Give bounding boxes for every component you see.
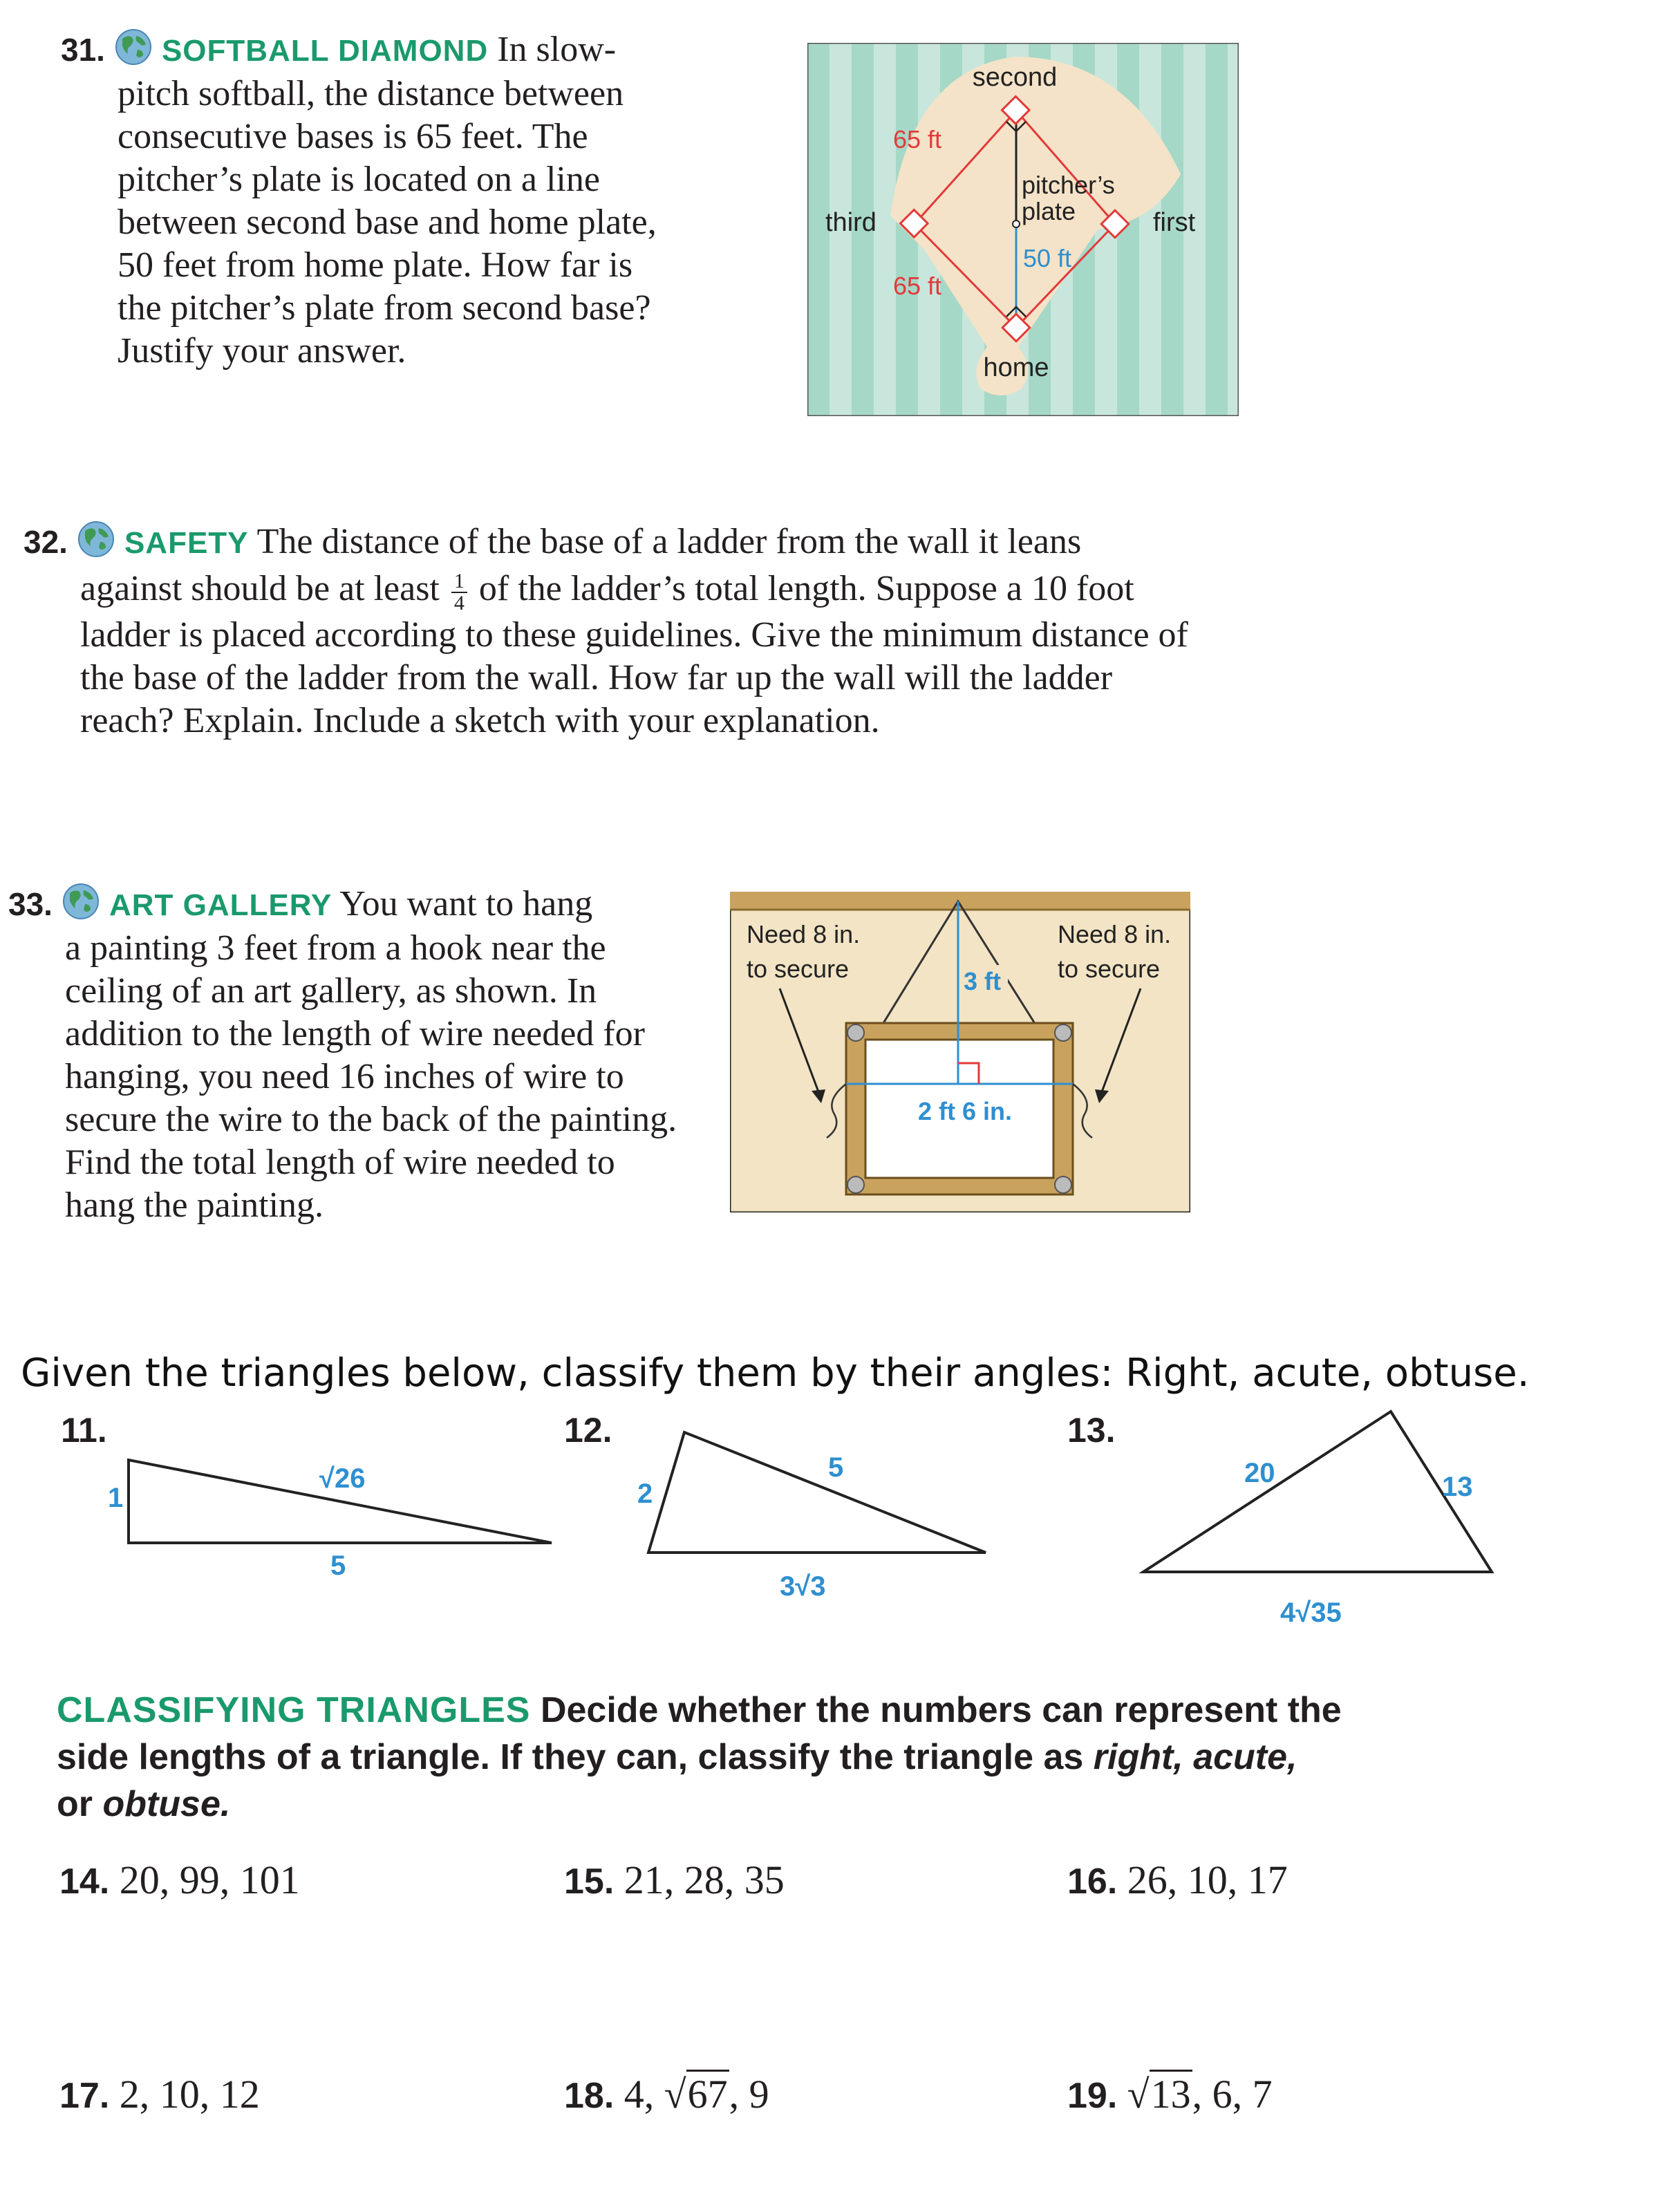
problem-text-line: Find the total length of wire needed to xyxy=(65,1143,615,1182)
label-50ft: 50 ft xyxy=(1023,244,1072,272)
problem-text-line: addition to the length of wire needed for xyxy=(65,1014,645,1053)
triangle-side-label: 2 xyxy=(637,1479,653,1509)
problem-text-line: ceiling of an art gallery, as shown. In xyxy=(65,971,597,1011)
problem-text-line: You want to hang xyxy=(339,884,593,924)
problem-title: SAFETY xyxy=(124,526,249,560)
problem-text-line: Justify your answer. xyxy=(118,331,406,371)
problem-text-line: 50 feet from home plate. How far is xyxy=(118,245,633,285)
square-root: 13 xyxy=(1150,2070,1192,2117)
label-right-need: Need 8 in. xyxy=(1058,920,1172,948)
exercise-15: 15. 21, 28, 35 xyxy=(564,1857,785,1902)
triangle-side-label: 3√3 xyxy=(780,1571,826,1602)
label-65ft-top: 65 ft xyxy=(893,125,942,153)
problem-text-line: a painting 3 feet from a hook near the xyxy=(65,928,606,968)
problem-text-line: In slow- xyxy=(497,30,617,69)
exercise-14: 14. 20, 99, 101 xyxy=(59,1857,300,1902)
triangle-12 xyxy=(608,1410,1023,1618)
exercise-19: 19. √13, 6, 7 xyxy=(1067,2071,1273,2117)
globe-icon xyxy=(77,520,115,559)
section-text: Decide whether the numbers can represent the xyxy=(540,1690,1342,1730)
label-3ft: 3 ft xyxy=(964,967,1001,995)
section-title: CLASSIFYING TRIANGLES xyxy=(57,1690,531,1730)
triangle-side-label: 1 xyxy=(108,1483,124,1513)
classify-angles-instruction: Given the triangles below, classify them by their angles: Right, acute, obtuse. xyxy=(21,1351,1530,1396)
triangle-12-shape xyxy=(648,1432,986,1553)
exercise-17: 17. 2, 10, 12 xyxy=(59,2072,260,2117)
problem-text-line: ladder is placed according to these guidelines. Give the minimum distance of xyxy=(80,615,1188,655)
triangle-number: 11. xyxy=(61,1411,107,1450)
section-text-emphasis: right, acute, xyxy=(1093,1737,1297,1777)
problem-text-line: the pitcher’s plate from second base? xyxy=(118,288,651,328)
problem-number: 33. xyxy=(8,886,53,922)
problem-33 xyxy=(8,882,700,1227)
triangle-side-label: 13 xyxy=(1442,1472,1473,1502)
label-2ft6in: 2 ft 6 in. xyxy=(918,1097,1013,1125)
problem-number: 31. xyxy=(61,32,105,68)
label-pitchers: pitcher’s xyxy=(1022,171,1115,199)
section-text: side lengths of a triangle. If they can, classify the triangle as xyxy=(57,1737,1084,1777)
label-right-secure: to secure xyxy=(1058,955,1161,983)
problem-text-line: hang the painting. xyxy=(65,1185,324,1225)
problem-32 xyxy=(24,520,1268,742)
exercise-16: 16. 26, 10, 17 xyxy=(1067,1857,1288,1902)
label-65ft-bottom: 65 ft xyxy=(893,272,942,300)
problem-title: ART GALLERY xyxy=(109,888,332,922)
globe-icon xyxy=(114,28,153,66)
label-home: home xyxy=(983,353,1049,382)
problem-text: of the ladder’s total length. Suppose a 10 foot xyxy=(478,569,1134,608)
pitchers-plate-marker xyxy=(1013,221,1020,227)
problem-text-line: between second base and home plate, xyxy=(118,203,657,242)
fraction-one-fourth: $\frac{1}{4}$ xyxy=(451,571,467,614)
square-root: 67 xyxy=(686,2070,729,2117)
triangle-13-shape xyxy=(1143,1412,1492,1572)
section-text-emphasis: obtuse. xyxy=(102,1784,231,1824)
globe-icon xyxy=(62,882,100,921)
triangle-number: 12. xyxy=(564,1411,612,1450)
triangle-side-label: √26 xyxy=(319,1463,366,1494)
exercise-18: 18. 4, √67, 9 xyxy=(564,2071,769,2117)
problem-number: 32. xyxy=(24,524,68,560)
problem-title: SOFTBALL DIAMOND xyxy=(161,34,489,68)
problem-text-line: consecutive bases is 65 feet. The xyxy=(118,117,588,156)
triangle-side-label: 5 xyxy=(828,1452,844,1483)
problem-text-line: the base of the ladder from the wall. How far up the wall will the ladder xyxy=(80,658,1113,697)
problem-text-line: hanging, you need 16 inches of wire to xyxy=(65,1057,624,1096)
label-plate: plate xyxy=(1022,197,1076,225)
triangle-side-label: 4√35 xyxy=(1280,1597,1342,1628)
softball-diamond-diagram xyxy=(807,43,1239,416)
triangle-side-label: 5 xyxy=(330,1550,346,1576)
label-second: second xyxy=(972,63,1058,92)
problem-text-line: secure the wire to the back of the painting. xyxy=(65,1100,677,1139)
problem-text: against should be at least xyxy=(80,569,440,608)
ceiling-molding xyxy=(730,892,1190,910)
label-first: first xyxy=(1153,208,1196,237)
problem-text-line: reach? Explain. Include a sketch with your explanation. xyxy=(80,701,880,740)
section-text: or xyxy=(57,1784,93,1824)
label-third: third xyxy=(825,208,877,237)
problem-text-line: pitch softball, the distance between xyxy=(118,74,624,113)
classifying-section xyxy=(57,1687,1612,1828)
label-left-secure: to secure xyxy=(747,955,850,983)
problem-31 xyxy=(61,28,787,373)
triangle-13 xyxy=(1127,1403,1611,1631)
problem-text-line: The distance of the base of a ladder from the wall it leans xyxy=(256,522,1082,561)
triangle-number: 13. xyxy=(1067,1411,1116,1450)
triangle-side-label: 20 xyxy=(1244,1458,1275,1488)
triangle-11 xyxy=(76,1438,574,1576)
problem-text-line: pitcher’s plate is located on a line xyxy=(118,160,600,199)
label-left-need: Need 8 in. xyxy=(747,920,861,948)
art-gallery-diagram xyxy=(730,892,1190,1212)
